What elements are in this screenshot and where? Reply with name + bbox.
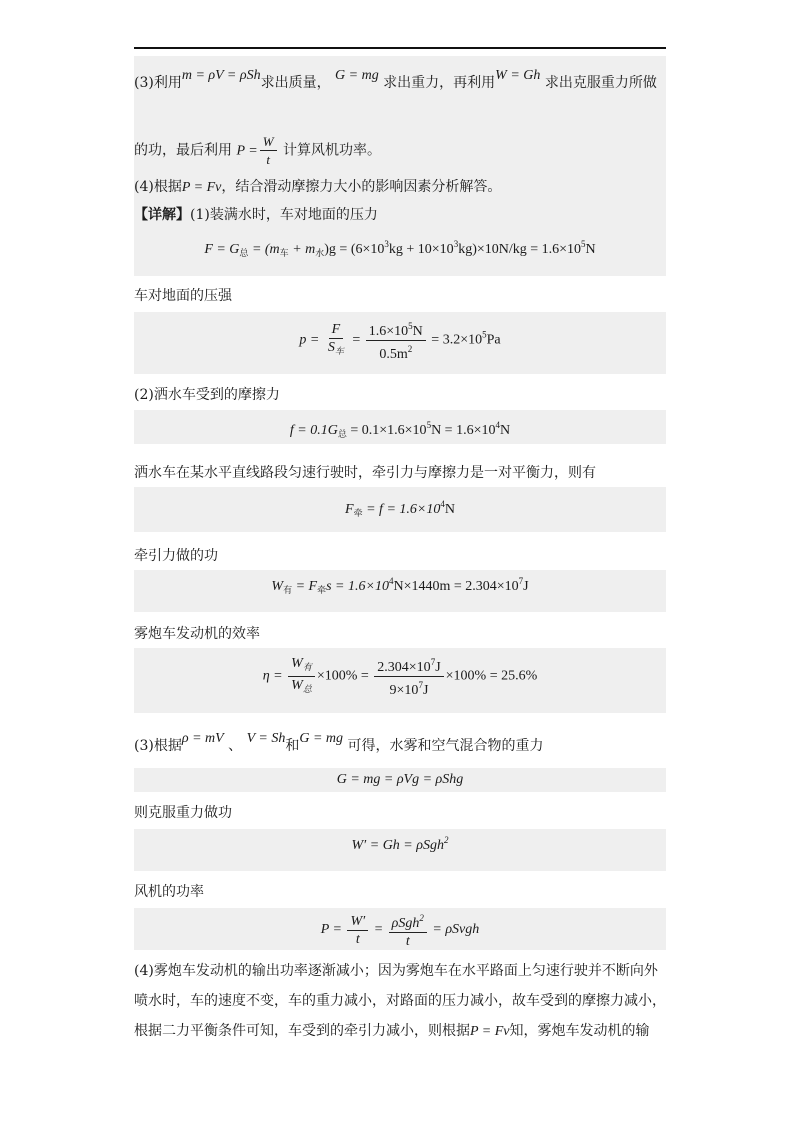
fan-label: 风机的功率 (134, 884, 204, 900)
eq9-num1: W′ (347, 913, 368, 931)
eq9-num2-exp: 2 (419, 913, 424, 923)
eq6-num2-unit: J (435, 660, 441, 675)
eq4-rest: = f = 1.6×10 (362, 502, 441, 517)
eq6-frac2 (374, 654, 443, 699)
eq1-m2-sub: 水 (315, 248, 325, 258)
eq2-num2-exp: 5 (408, 321, 413, 331)
formula-mass: m = ρV = ρSh (181, 68, 261, 83)
analysis-p4 (134, 176, 666, 199)
detail-p3-prefix: (3)根据 (134, 738, 182, 754)
formula-power-fv-2: P = Fv (470, 1024, 510, 1039)
eq5-F-sub: 牵 (317, 585, 327, 595)
detail-p4-line3 (134, 1020, 666, 1043)
analysis-p3-line1 (134, 68, 666, 95)
equation-friction (134, 414, 666, 445)
eq2-den1-sub: 车 (334, 346, 344, 356)
eq9-eq: = (370, 922, 387, 938)
fraction-denominator: t (266, 152, 270, 167)
eq5-mid2: N×1440m = 2.304×10 (393, 579, 519, 594)
equation-force (134, 233, 666, 264)
formula-power-fraction (260, 133, 277, 168)
eq1-kg-close: kg)×10N/kg = 1.6×10 (458, 242, 582, 257)
detail-p3-and: 和 (285, 738, 300, 754)
eq5-s: s = 1.6×10 (326, 579, 389, 594)
eq6-den1-text: W (291, 678, 303, 693)
eq3-exp2: 4 (495, 420, 500, 430)
eq6-den2 (387, 677, 432, 699)
equation-fan-power (134, 910, 666, 950)
detail-label: 【详解】 (134, 207, 190, 223)
equation-efficiency (134, 654, 666, 699)
formula-gravity: G = mg (335, 68, 379, 83)
eq8-lhs: W′ = Gh = ρSgh (351, 838, 444, 853)
detail-p4-line1: (4)雾炮车发动机的输出功率逐渐减小；因为雾炮车在水平路面上匀速行驶并不断向外 (134, 963, 658, 979)
eq6-num1 (288, 655, 315, 677)
eq2-num2-text: 1.6×10 (368, 324, 409, 339)
eq6-frac1 (288, 655, 315, 698)
formula-power-fv: P = Fv (181, 180, 222, 195)
eq6-eta: η = (262, 668, 283, 684)
formula-work: W = Gh (495, 68, 541, 83)
eq6-den2-unit: J (422, 683, 429, 698)
eq2-frac2 (366, 318, 426, 363)
eq1-unit: N (585, 242, 596, 257)
eq9-frac1 (347, 913, 368, 948)
equation-pressure (134, 318, 666, 363)
eq1-plus: + m (288, 242, 316, 257)
eq1-exp1: 3 (384, 239, 389, 249)
work-label: 牵引力做的功 (134, 548, 218, 564)
detail-p4-line3-start: 根据二力平衡条件可知，车受到的牵引力减小，则根据 (134, 1023, 470, 1039)
eq8-exp: 2 (443, 835, 449, 845)
eq3-exp1: 5 (426, 420, 432, 430)
detail-p1-text: (1)装满水时，车对地面的压力 (190, 207, 378, 223)
analysis-p3-line2 (134, 133, 666, 168)
eq2-frac1 (325, 321, 347, 360)
eq2-den2 (376, 341, 415, 363)
equation-mixture-gravity: G = mg = ρVg = ρShg (336, 772, 464, 787)
detail-p2: (2)洒水车受到的摩擦力 (134, 387, 280, 403)
eq6-num2-text: 2.304×10 (377, 660, 431, 675)
analysis-p3-prefix: (3)利用 (134, 75, 182, 91)
eq1-lhs: F = G (204, 242, 240, 257)
eq4-unit: N (444, 502, 455, 517)
eq6-num1-text: W (291, 656, 303, 671)
eq2-result-exp: 5 (482, 329, 487, 340)
eq3-sub: 总 (337, 429, 347, 439)
eq2-result: = 3.2×10 (427, 332, 483, 348)
formula-density: ρ = mV (181, 731, 224, 746)
eq1-m1-sub: 车 (279, 248, 289, 258)
eq6-pct2: ×100% = 25.6% (445, 668, 538, 684)
formula-volume: V = Sh (246, 731, 286, 746)
eq5-unit: J (523, 579, 529, 594)
efficiency-label: 雾炮车发动机的效率 (134, 626, 260, 642)
eq6-num2 (374, 654, 443, 677)
equation-work2 (134, 829, 666, 857)
eq2-num2 (366, 318, 426, 341)
eq9-den1: t (355, 931, 360, 947)
pressure-label: 车对地面的压强 (134, 288, 232, 304)
eq2-den2-exp: 2 (407, 344, 413, 354)
eq1-mid-open: = (m (248, 242, 280, 257)
eq5-exp2: 7 (518, 576, 524, 586)
work2-label: 则克服重力做功 (134, 805, 232, 821)
eq6-den1 (288, 677, 315, 698)
analysis-p3-line2-start: 的功，最后利用 (134, 142, 232, 159)
eq6-num2-exp: 7 (430, 657, 436, 667)
eq2-result-unit: Pa (486, 332, 501, 348)
eq4-sub: 牵 (353, 508, 363, 518)
eq9-num2 (389, 910, 427, 933)
analysis-p4-text: ，结合滑动摩擦力大小的影响因素分析解答。 (221, 179, 502, 195)
eq3-rest: = 0.1×1.6×10 (346, 423, 427, 438)
eq2-den1 (325, 339, 347, 360)
eq5-W-sub: 有 (283, 585, 293, 595)
eq6-den1-sub: 总 (302, 684, 312, 694)
eq6-den2-text: 9×10 (389, 683, 419, 698)
detail-p3 (134, 731, 666, 758)
detail-p3-text: 可得，水雾和空气混合物的重力 (347, 738, 544, 754)
eq9-P: P = (320, 922, 342, 938)
eq9-den2: t (405, 934, 410, 949)
eq9-num2-text: ρSgh (391, 916, 420, 931)
formula-power-lhs: P = (236, 143, 258, 159)
eq2-num1: F (329, 321, 344, 339)
equation-work (134, 570, 666, 601)
eq9-frac2 (389, 910, 427, 950)
eq1-mid-close: )g = (6×10 (324, 242, 385, 257)
eq6-num1-sub: 有 (302, 662, 312, 672)
analysis-p3-text1: 求出质量， (260, 75, 331, 91)
eq3-unit: N (499, 423, 511, 438)
eq5-exp1: 4 (388, 576, 394, 586)
detail-p1 (134, 204, 666, 226)
formula-gravity-2: G = mg (299, 731, 344, 746)
eq9-result: = ρSvgh (428, 922, 480, 938)
eq1-kg-plus: kg + 10×10 (388, 242, 454, 257)
header-rule (134, 47, 666, 49)
eq1-exp3: 5 (581, 239, 586, 249)
eq6-pct1: ×100% = (316, 668, 373, 684)
eq5-W: W (271, 579, 284, 594)
eq4-exp: 4 (440, 499, 445, 509)
eq3-mid: N = 1.6×10 (431, 423, 496, 438)
analysis-p3-line2-end: 计算风机功率。 (283, 142, 381, 159)
eq1-lhs-sub: 总 (239, 248, 249, 258)
eq2-den2-text: 0.5m (379, 347, 408, 362)
eq2-eq: = (348, 332, 364, 348)
eq3-f: f = 0.1G (289, 423, 338, 438)
detail-p4-line2: 喷水时，车的速度不变，车的重力减小，对路面的压力减小，故车受到的摩擦力减小， (134, 993, 666, 1009)
eq6-den2-exp: 7 (418, 680, 423, 690)
eq2-num2-unit: N (412, 324, 423, 339)
eq2-den1-text: S (327, 340, 335, 355)
analysis-p3-text2: 求出重力，再利用 (383, 75, 496, 91)
fraction-numerator: W (260, 133, 277, 151)
detail-p3-sep: 、 (228, 738, 243, 754)
eq4-F: F (345, 502, 354, 517)
eq1-exp2: 3 (453, 239, 459, 249)
eq5-mid: = F (292, 579, 318, 594)
analysis-p4-prefix: (4)根据 (134, 179, 182, 195)
detail-p4-line3-end: 知，雾炮车发动机的输 (509, 1023, 650, 1039)
balance-text: 洒水车在某水平直线路段匀速行驶时，牵引力与摩擦力是一对平衡力，则有 (134, 465, 596, 481)
analysis-p3-text3: 求出克服重力所做 (544, 75, 657, 91)
eq2-p: p = (299, 332, 320, 348)
equation-traction (134, 493, 666, 524)
